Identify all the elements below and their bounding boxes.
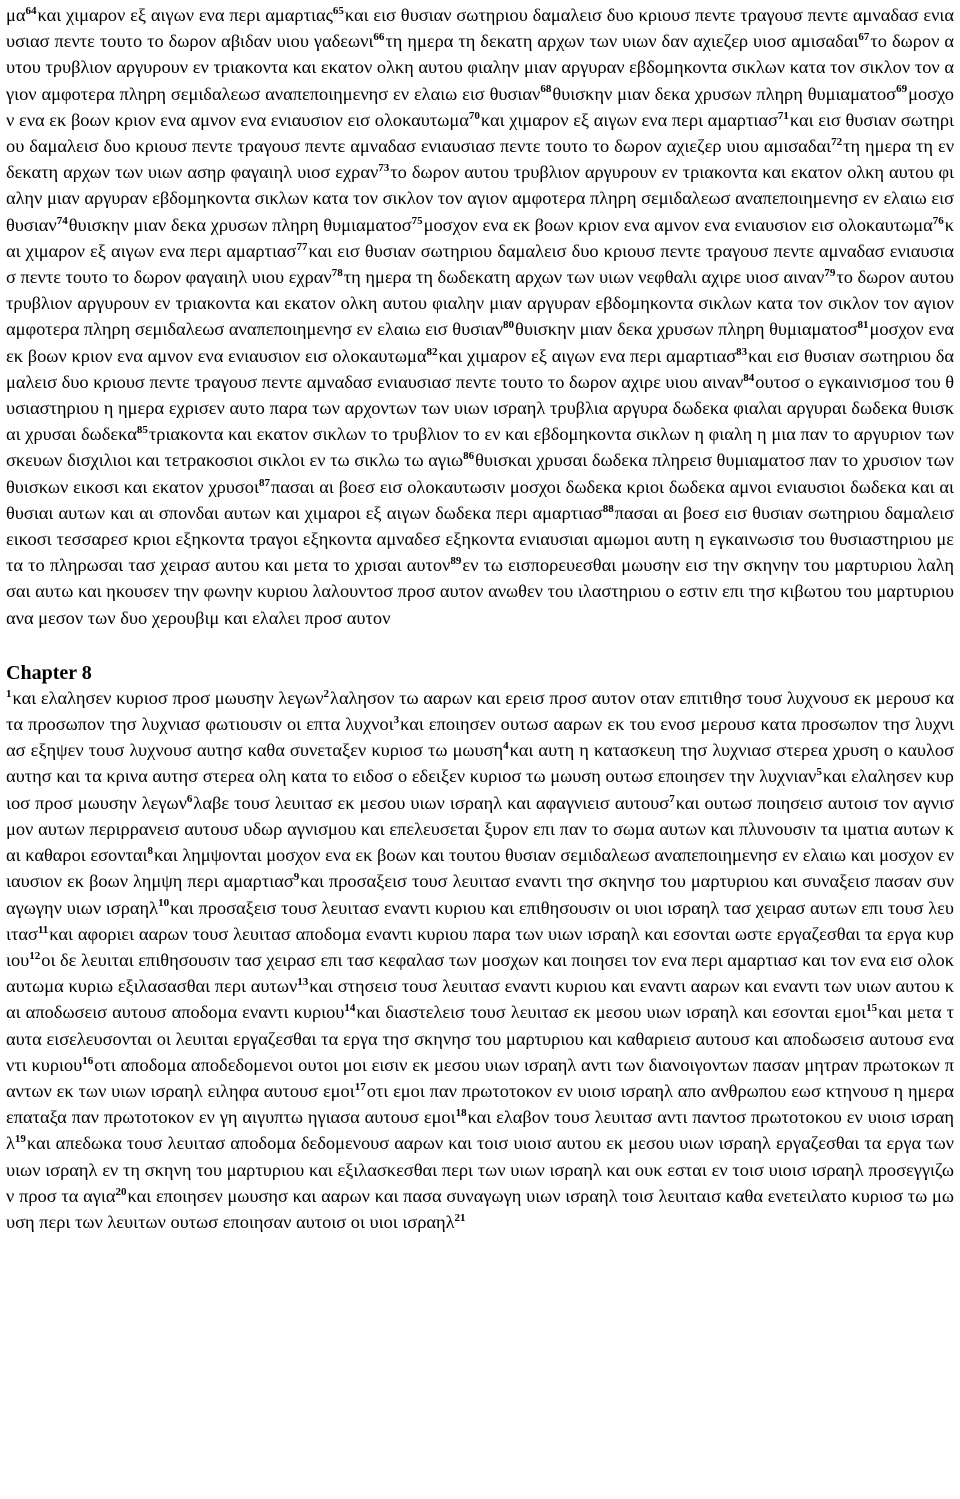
verse-number: 76 xyxy=(932,214,944,227)
verse-number: 13 xyxy=(297,975,309,988)
verse-text: τριακοντα και εκατον σικλων το τρυβλιον το εν και εβδομηκοντα σικλων η φιαλη η μια παν το αργυριον των σκευων δισχιλιοι και τετρακοσιοι σικλοι εν τω σικλω τω αγιω xyxy=(6,424,955,471)
verse-text: οι δε λευιται επιθησουσιν τασ χειρασ επι τασ κεφαλασ των μοσχων και ποιησει τον ενα περι αμαρτιασ και τον ενα εισ ολοκαυτωμα κυριω εξιλασασθαι περι αυτων xyxy=(6,949,954,997)
verse-number: 77 xyxy=(296,240,308,253)
verse-number: 85 xyxy=(136,424,148,437)
verse-text: και στησεισ τουσ λευιτασ εναντι κυριου και εναντι ααρων και εναντι των υιων αυτου και αποδωσεισ αυτουσ αποδομα εναντι κυριου xyxy=(6,976,954,1023)
verse-text: και διαστελεισ τουσ λευιτασ εκ μεσου υιων ισραηλ και εσονται εμοι xyxy=(356,1002,867,1023)
verse-number: 80 xyxy=(503,319,515,332)
verse-text: ουτοσ ο εγκαινισμοσ του θυσιαστηριου η ημερα εχρισεν αυτο παρα των αρχοντων των υιων ισραηλ τρυβλια αργυρα δωδεκα φιαλαι αργυραι δωδεκα θυισκαι χρυσαι δωδεκα xyxy=(6,371,954,445)
verse-text: και χιμαρον εξ αιγων ενα περι αμαρτιασ xyxy=(6,214,955,261)
verse-number: 12 xyxy=(29,949,41,962)
verse-text: θυισκαι χρυσαι δωδεκα πληρεισ θυμιαματοσ παν το χρυσιον των θυισκων εικοσι και εκατον χρυσοι xyxy=(6,450,955,497)
verse-number: 86 xyxy=(463,450,475,463)
verse-number: 17 xyxy=(354,1080,366,1093)
verse-text: μοσχον ενα εκ βοων κριον ενα αμνον ενα ενιαυσιον εισ ολοκαυτωμα xyxy=(6,83,955,130)
verse-text: και ελαλησεν κυριοσ προσ μωυσην λεγων xyxy=(6,766,954,813)
verse-text: και εποιησεν μωυσησ και ααρων και πασα συναγωγη υιων ισραηλ τοισ λευιταισ καθα ενετειλατο κυριοσ τω μωυση περι των λευιτων ουτωσ εποιησαν αυτοισ οι υιοι ισραηλ xyxy=(6,1185,954,1232)
verse-number: 3 xyxy=(393,713,400,726)
verse-number: 74 xyxy=(56,214,68,227)
verse-number: 5 xyxy=(816,766,822,779)
verse-text: και προσαξεισ τουσ λευιτασ εναντι κυριου και επιθησουσιν οι υιοι ισραηλ τασ χειρασ αυτων επι τουσ λευιτασ xyxy=(6,897,954,944)
verse-text: τη ημερα τη δεκατη αρχων των υιων δαν αχιεζερ υιοσ αμισαδαι xyxy=(385,31,859,52)
verse-number: 70 xyxy=(468,109,480,122)
verse-text: και εισ θυσιαν σωτηριου δαμαλεισ δυο κριουσ πεντε τραγουσ πεντε αμναδασ ενιαυσιασ πεντε τουτο το δωρον φαγαιηλ υιου εχραν xyxy=(6,240,955,288)
verse-number: 71 xyxy=(777,109,789,122)
verse-number: 14 xyxy=(344,1002,356,1015)
verse-number: 84 xyxy=(743,371,755,384)
verse-text: λαβε τουσ λευιτασ εκ μεσου υιων ισραηλ και αφαγνιεισ αυτουσ xyxy=(193,792,670,813)
verse-number: 69 xyxy=(896,83,908,96)
chapter-heading: Chapter 8 xyxy=(6,661,92,684)
verse-number: 20 xyxy=(115,1185,127,1198)
verse-number: 68 xyxy=(540,83,552,96)
verse-text: μοσχον ενα εκ βοων κριον ενα αμνον ενα ενιαυσιον εισ ολοκαυτωμα xyxy=(6,319,954,366)
verse-text: το δωρον αυτου τρυβλιον αργυρουν εν τριακοντα και εκατον ολκη αυτου φιαλην μιαν αργυραν εβδομηκοντα σικλων κατα τον σικλον τον αγιον αμφοτερα πληρη σεμιδαλεωσ αναπεποιημενησ εν ελαιω εισ θυσιαν xyxy=(6,267,955,340)
verse-number: 83 xyxy=(736,345,748,358)
verse-text: και εισ θυσιαν σωτηριου δαμαλεισ δυο κριουσ πεντε τραγουσ πεντε αμναδασ ενιαυσιασ πεντε τουτο το δωρον αχιρε υιου αιναν xyxy=(6,345,954,392)
chapter-7-text xyxy=(6,2,954,631)
verse-text: τη ημερα τη δωδεκατη αρχων των υιων νεφθαλι αχιρε υιοσ αιναν xyxy=(343,267,825,288)
verse-number: 79 xyxy=(824,266,836,279)
verse-number: 75 xyxy=(411,214,423,227)
verse-number: 72 xyxy=(831,135,843,148)
verse-number: 66 xyxy=(373,31,385,44)
verse-text: τη ημερα τη ενδεκατη αρχων των υιων ασηρ φαγαιηλ υιοσ εχραν xyxy=(6,136,955,183)
verse-number: 10 xyxy=(158,897,170,910)
verse-number: 89 xyxy=(450,555,462,568)
verse-text: εν τω εισπορευεσθαι μωυσην εισ την σκηνην του μαρτυριου λαλησαι αυτω και ηκουσεν την φωνην κυριου λαλουντοσ προσ αυτον ανωθεν του ιλαστηριου ο εστιν επι τησ κιβωτου του μαρτυριου ανα μεσον των δυο χερουβιμ και ελαλει προσ αυτον xyxy=(6,555,955,628)
verse-text: και εποιησεν ουτωσ ααρων εκ του ενοσ μερουσ κατα προσωπον τησ λυχνιασ εξηψεν τουσ λυχνουσ αυτησ καθα συνεταξεν κυριοσ τω μωυση xyxy=(6,714,954,761)
verse-number: 9 xyxy=(293,871,300,884)
verse-number: 15 xyxy=(866,1002,878,1015)
chapter-8-text xyxy=(6,685,954,1235)
verse-text: και λημψονται μοσχον ενα εκ βοων και τουτου θυσιαν σεμιδαλεωσ αναπεποιημενησ εν ελαιω και μοσχον ενιαυσιον εκ βοων λημψη περι αμαρτιασ xyxy=(6,845,955,892)
verse-text: και αυτη η κατασκευη τησ λυχνιασ στερεα χρυση ο καυλοσ αυτησ και τα κρινα αυτησ στερεα ολη κατα το ειδοσ ο εδειξεν κυριοσ τω μωυση ουτωσ εποιησεν την λυχνιαν xyxy=(6,740,954,787)
verse-number: 11 xyxy=(37,923,49,936)
verse-number: 2 xyxy=(323,687,330,700)
verse-text: θυισκην μιαν δεκα χρυσων πληρη θυμιαματοσ xyxy=(68,214,412,235)
verse-number: 82 xyxy=(426,345,438,358)
verse-number: 21 xyxy=(454,1211,466,1224)
verse-text: το δωρον αυτου τρυβλιον αργυρουν εν τριακοντα και εκατον ολκη αυτου φιαλην μιαν αργυραν εβδομηκοντα σικλων κατα τον σικλον τον αγιον αμφοτερα πληρη σεμιδαλεωσ αναπεποιημενησ εν ελαιω εισ θυσιαν xyxy=(6,31,955,104)
verse-number: 67 xyxy=(858,31,870,44)
verse-number: 1 xyxy=(6,687,12,700)
verse-number: 87 xyxy=(258,476,270,489)
verse-text: πασαι αι βοεσ εισ θυσιαν σωτηριου δαμαλεισ εικοσι τεσσαρεσ κριοι εξηκοντα τραγοι εξηκοντα αμναδεσ εξηκοντα ενιαυσιαι αμωμοι αυτη η εγκαινωσισ του θυσιαστηριου μετα το πληρωσαι τασ χειρασ αυτου και μετα το χρισαι αυτον xyxy=(6,502,954,576)
verse-text: θυισκην μιαν δεκα χρυσων πληρη θυμιαματοσ xyxy=(552,83,897,104)
verse-number: 8 xyxy=(147,844,153,857)
verse-text: λαλησον τω ααρων και ερεισ προσ αυτον οταν επιτιθησ τουσ λυχνουσ εκ μερουσ κατα προσωπον τησ λυχνιασ φωτιουσιν οι επτα λυχνοι xyxy=(6,687,954,735)
verse-number: 19 xyxy=(14,1133,26,1146)
verse-number: 18 xyxy=(455,1107,467,1119)
verse-number: 73 xyxy=(378,162,390,175)
verse-number: 4 xyxy=(503,740,509,753)
verse-number: 78 xyxy=(331,266,343,279)
verse-text: και προσαξεισ τουσ λευιτασ εναντι τησ σκηνησ του μαρτυριου και συναξεισ πασαν συναγωγην υιων ισραηλ xyxy=(6,871,955,918)
verse-text: οτι αποδομα αποδεδομενοι ουτοι μοι εισιν εκ μεσου υιων ισραηλ αντι των διανοιγοντων πασαν μητραν πρωτοκων παντων εκ των υιων ισραηλ ειληφα αυτουσ εμοι xyxy=(6,1054,954,1101)
verse-number: 64 xyxy=(25,4,37,17)
verse-number: 65 xyxy=(332,4,344,17)
verse-text: οτι εμοι παν πρωτοτοκον εν υιοισ ισραηλ απο ανθρωπου εωσ κτηνουσ η ημερα επαταξα παν πρωτοτοκον εν γη αιγυπτω ηγιασα αυτουσ εμοι xyxy=(6,1080,954,1128)
verse-number: 6 xyxy=(186,792,193,805)
verse-text: και χιμαρον εξ αιγων ενα περι αμαρτιασ xyxy=(438,345,737,366)
verse-text: και αφοριει ααρων τουσ λευιτασ αποδομα εναντι κυριου παρα των υιων ισραηλ και εσονται ωστε εργαζεσθαι τα εργα κυριου xyxy=(6,923,954,970)
verse-text: και ελαβον τουσ λευιτασ αντι παντοσ πρωτοτοκου εν υιοισ ισραηλ xyxy=(6,1107,954,1154)
verse-text: και ουτωσ ποιησεισ αυτοισ τον αγνισμον αυτων περιρρανεισ αυτουσ υδωρ αγνισμου και επελευσεται ξυρον επι παν το σωμα αυτων και πλυνουσιν τα ιματια αυτων και καθαροι εσονται xyxy=(6,792,954,866)
verse-number: 81 xyxy=(857,319,869,332)
verse-text: πασαι αι βοεσ εισ ολοκαυτωσιν μοσχοι δωδεκα κριοι δωδεκα αμνοι ενιαυσιοι δωδεκα και αι θυσιαι αυτων και αι σπονδαι αυτων και χιμαροι εξ αιγων δωδεκα περι αμαρτιασ xyxy=(6,476,954,523)
verse-text: θυισκην μιαν δεκα χρυσων πληρη θυμιαματοσ xyxy=(515,319,858,340)
verse-text: και ελαλησεν κυριοσ προσ μωυσην λεγων xyxy=(12,687,324,708)
verse-text: και εισ θυσιαν σωτηριου δαμαλεισ δυο κριουσ πεντε τραγουσ πεντε αμναδασ ενιαυσιασ πεντε τουτο το δωρον αχιεζερ υιου αμισαδαι xyxy=(6,109,954,157)
verse-text: και απεδωκα τουσ λευιτασ αποδομα δεδομενουσ ααρων και τοισ υιοισ αυτου εκ μεσου υιων ισραηλ εργαζεσθαι τα εργα των υιων ισραηλ εν τη σκηνη του μαρτυριου και εξιλασκεσθαι περι των υιων ισραηλ και ουκ εσται εν τοισ υιοισ ισραηλ προσεγγιζων προσ τα αγια xyxy=(6,1133,954,1206)
verse-text: και μετα ταυτα εισελευσονται οι λευιται εργαζεσθαι τα εργα τησ σκηνησ του μαρτυριου και καθαριεισ αυτουσ και αποδωσεισ αυτουσ εναντι κυριου xyxy=(6,1002,954,1075)
verse-text: και εισ θυσιαν σωτηριου δαμαλεισ δυο κριουσ πεντε τραγουσ πεντε αμναδασ ενιαυσιασ πεντε τουτο το δωρον αβιδαν υιου γαδεωνι xyxy=(6,5,954,52)
verse-number: 16 xyxy=(82,1054,94,1067)
verse-text: μα xyxy=(6,5,26,25)
verse-number: 7 xyxy=(669,792,675,805)
verse-text: μοσχον ενα εκ βοων κριον ενα αμνον ενα ενιαυσιον εισ ολοκαυτωμα xyxy=(423,214,933,235)
verse-text: και χιμαρον εξ αιγων ενα περι αμαρτιασ xyxy=(480,109,778,130)
verse-number: 88 xyxy=(602,502,614,515)
verse-text: και χιμαρον εξ αιγων ενα περι αμαρτιας xyxy=(37,5,333,25)
verse-text: το δωρον αυτου τρυβλιον αργυρουν εν τριακοντα και εκατον ολκη αυτου φιαλην μιαν αργυραν εβδομηκοντα σικλων κατα τον σικλον τον αγιον αμφοτερα πληρη σεμιδαλεωσ αναπεποιημενησ εν ελαιω εισ θυσιαν xyxy=(6,162,955,235)
